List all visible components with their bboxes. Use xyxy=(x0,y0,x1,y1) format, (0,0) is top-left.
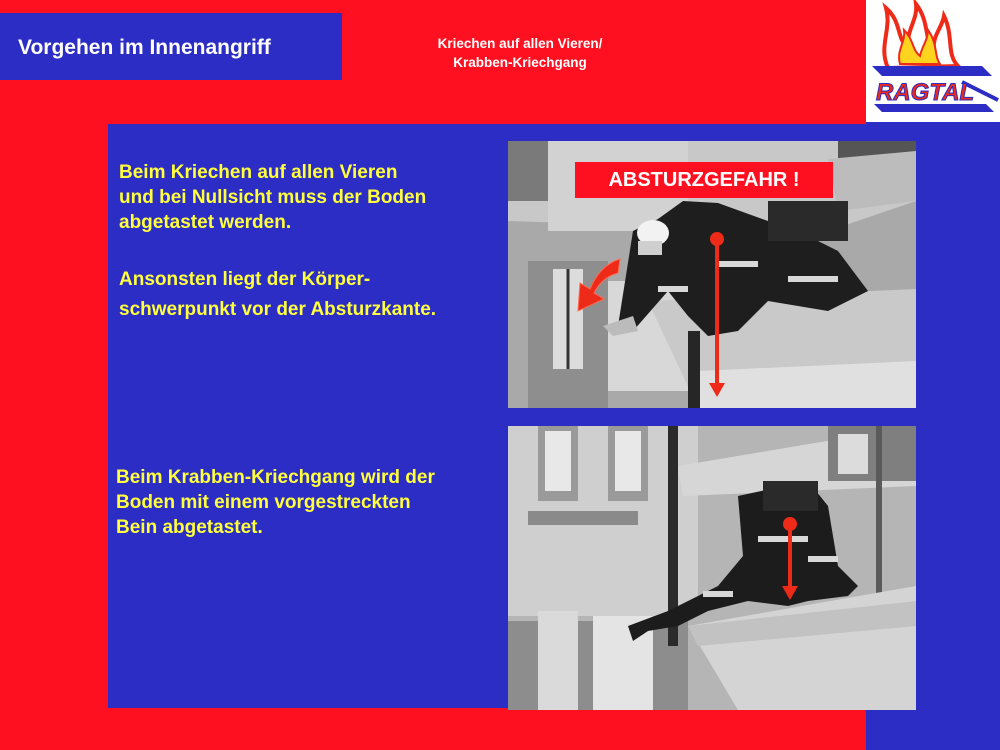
text-line: Beim Kriechen auf allen Vieren xyxy=(119,162,398,183)
text-block-nullsicht xyxy=(119,160,426,235)
subtitle-line-2: Krabben-Kriechgang xyxy=(453,55,587,70)
slide-subtitle xyxy=(400,34,640,72)
subtitle-line-1: Kriechen auf allen Vieren/ xyxy=(437,36,603,51)
flame-logo-icon xyxy=(866,0,1000,122)
text-line: Ansonsten liegt der Körper- xyxy=(119,269,371,290)
slide-title: Vorgehen im Innenangriff xyxy=(18,36,271,59)
text-line: und bei Nullsicht muss der Boden xyxy=(119,187,427,208)
absturzgefahr-label: ABSTURZGEFAHR ! xyxy=(575,162,833,198)
photo-crab-crawl xyxy=(508,426,916,710)
ragtal-logo xyxy=(866,0,1000,122)
svg-text:RAGTAL: RAGTAL xyxy=(876,79,975,106)
text-line: Boden mit einem vorgestreckten xyxy=(116,492,411,513)
text-block-schwerpunkt xyxy=(119,265,436,325)
text-line: abgetastet werden. xyxy=(119,212,292,233)
firefighter-crab-crawl-photo-icon xyxy=(508,426,916,710)
text-block-krabben xyxy=(116,465,435,540)
text-line: schwerpunkt vor der Absturzkante. xyxy=(119,299,437,320)
text-line: Beim Krabben-Kriechgang wird der xyxy=(116,467,435,488)
text-line: Bein abgetastet. xyxy=(116,517,263,538)
